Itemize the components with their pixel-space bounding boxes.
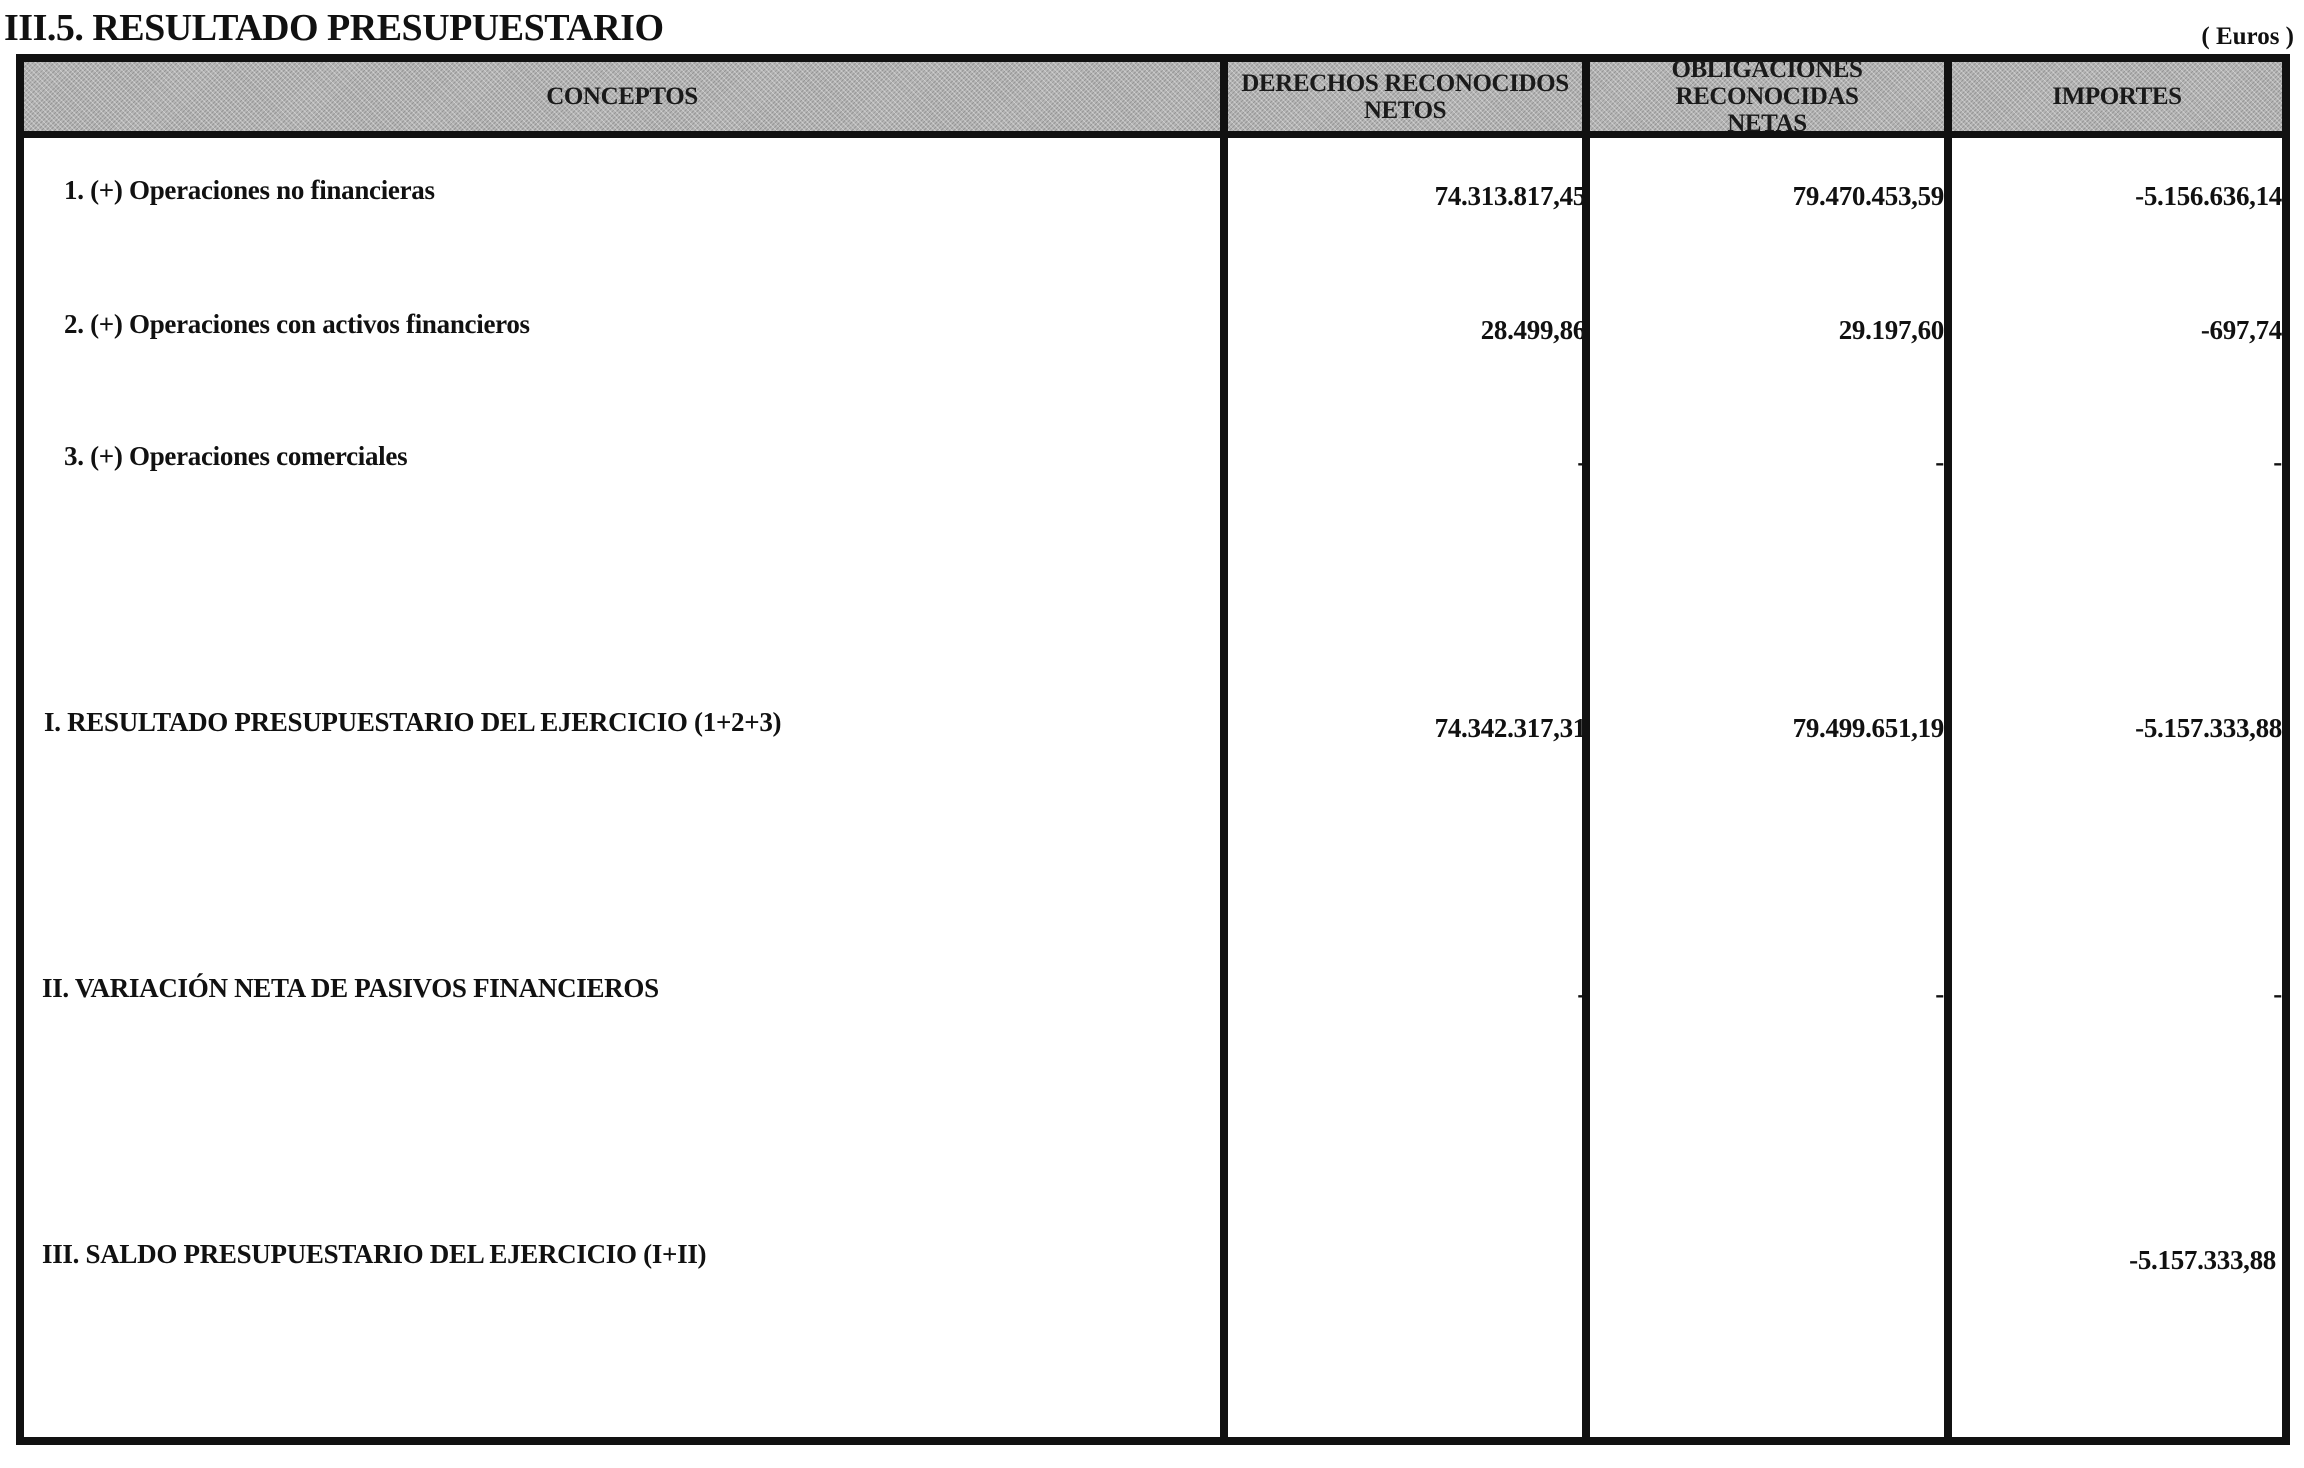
row-obligaciones: 29.197,60 [1838,315,1944,345]
row-derechos: 28.499,86 [1480,315,1586,345]
header-derechos [1228,62,1582,131]
row-obligaciones: 79.499.651,19 [1792,713,1944,743]
header-derechos-line2: NETOS [1363,96,1447,124]
row-derechos: - [1577,447,1586,477]
row-obligaciones: - [1935,979,1944,1009]
header-conceptos [24,62,1220,131]
row-importe: - [2273,447,2282,477]
row-concepto: I. RESULTADO PRESUPUESTARIO DEL EJERCICIO (1+2+3) [44,707,782,737]
row-derechos: - [1577,979,1586,1009]
row-concepto: 1. (+) Operaciones no financieras [64,175,435,205]
row-importe: -5.157.333,88 [2135,713,2282,743]
currency-note: ( Euros ) [2201,23,2294,50]
header-derechos-line1: DERECHOS RECONOCIDOS [1241,69,1569,97]
row-derechos: 74.342.317,31 [1434,713,1586,743]
column-divider [1220,62,1228,1437]
row-derechos: 74.313.817,45 [1434,181,1586,211]
header-obligaciones [1590,56,1944,137]
row-concepto: 3. (+) Operaciones comerciales [64,441,408,471]
row-importe: -697,74 [2200,315,2282,345]
header-importes-label: IMPORTES [2052,83,2182,110]
page-title: III.5. RESULTADO PRESUPUESTARIO [4,7,664,49]
header-importes [1952,62,2282,131]
row-obligaciones: 79.470.453,59 [1792,181,1944,211]
header-obligaciones-line2: NETAS [1727,110,1807,137]
row-obligaciones: - [1935,447,1944,477]
row-importe: -5.157.333,88 [2129,1245,2276,1275]
row-importe: - [2273,979,2282,1009]
row-concepto: 2. (+) Operaciones con activos financieros [64,309,530,339]
header-obligaciones-line1: OBLIGACIONES RECONOCIDAS [1671,56,1863,110]
row-concepto: II. VARIACIÓN NETA DE PASIVOS FINANCIEROS [42,973,659,1003]
column-divider [1582,62,1590,1437]
header-conceptos-label: CONCEPTOS [546,83,698,110]
column-divider [1944,62,1952,1437]
row-concepto: III. SALDO PRESUPUESTARIO DEL EJERCICIO (I+II) [42,1239,707,1269]
budget-result-table [16,54,2290,1445]
row-importe: -5.156.636,14 [2135,181,2282,211]
